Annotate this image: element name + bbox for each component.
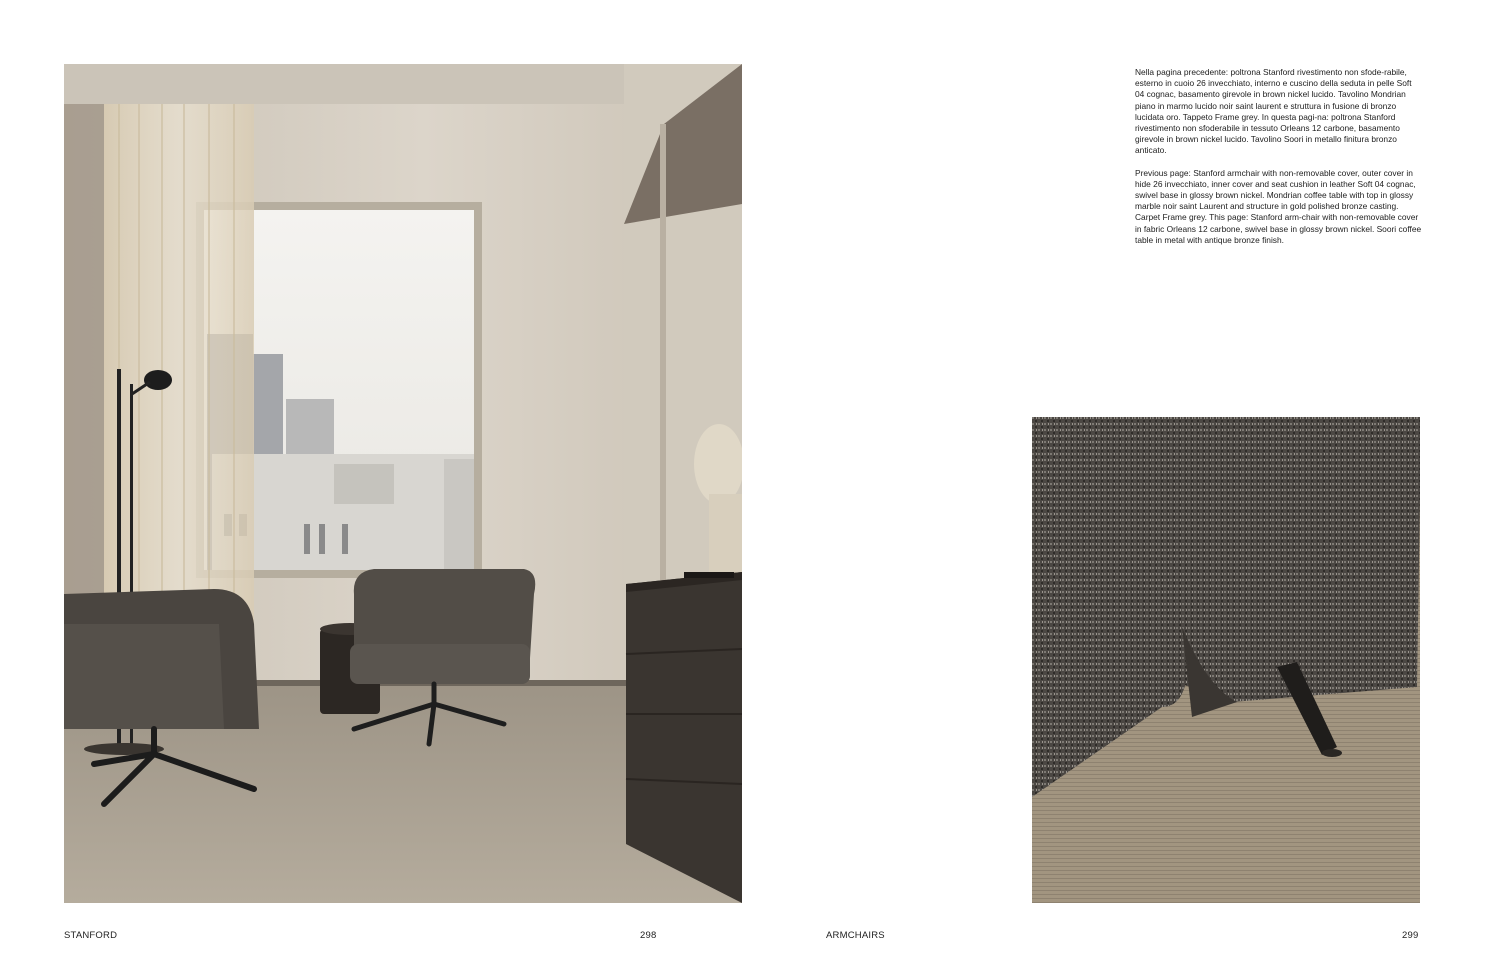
footer-collection-name: STANFORD bbox=[64, 930, 118, 941]
armchair-detail-illustration bbox=[1032, 417, 1420, 903]
interior-scene-illustration bbox=[64, 64, 742, 903]
fabric-detail-photo bbox=[1032, 417, 1420, 903]
footer-category-name: ARMCHAIRS bbox=[826, 930, 885, 941]
caption-english: Previous page: Stanford armchair with non-removable cover, outer cover in hide 26 invecchiato, inner cover and seat cushion in leather Soft 04 cognac, swivel base in glossy brown nickel. Mondrian coffee table with top in glossy marble noir saint Laurent and structure in gold polished bronze casting. Carpet Frame grey. This page: Stanford arm-chair with non-removable cover in fabric Orleans 12 carbone, swivel base in glossy brown nickel. Soori coffee table in metal with antique bronze finish. bbox=[1135, 167, 1422, 245]
left-page bbox=[0, 0, 742, 968]
caption-italian: Nella pagina precedente: poltrona Stanford rivestimento non sfode-rabile, esterno in cuoio 26 invecchiato, interno e cuscino della seduta in pelle Soft 04 cognac, basamento girevole in brown nickel lucido. Tavolino Mondrian piano in marmo lucido noir saint laurent e struttura in fusione di bronzo lucidata oro. Tappeto Frame grey. In questa pagi-na: poltrona Stanford rivestimento non sfoderabile in tessuto Orleans 12 carbone, basamento girevole in brown nickel lucido. Tavolino Soori in metallo finitura bronzo anticato. bbox=[1135, 67, 1412, 156]
footer-page-number-right: 299 bbox=[1402, 930, 1419, 941]
footer-page-number-left: 298 bbox=[640, 930, 657, 941]
caption-text bbox=[1135, 67, 1423, 257]
interior-photo bbox=[64, 64, 742, 903]
